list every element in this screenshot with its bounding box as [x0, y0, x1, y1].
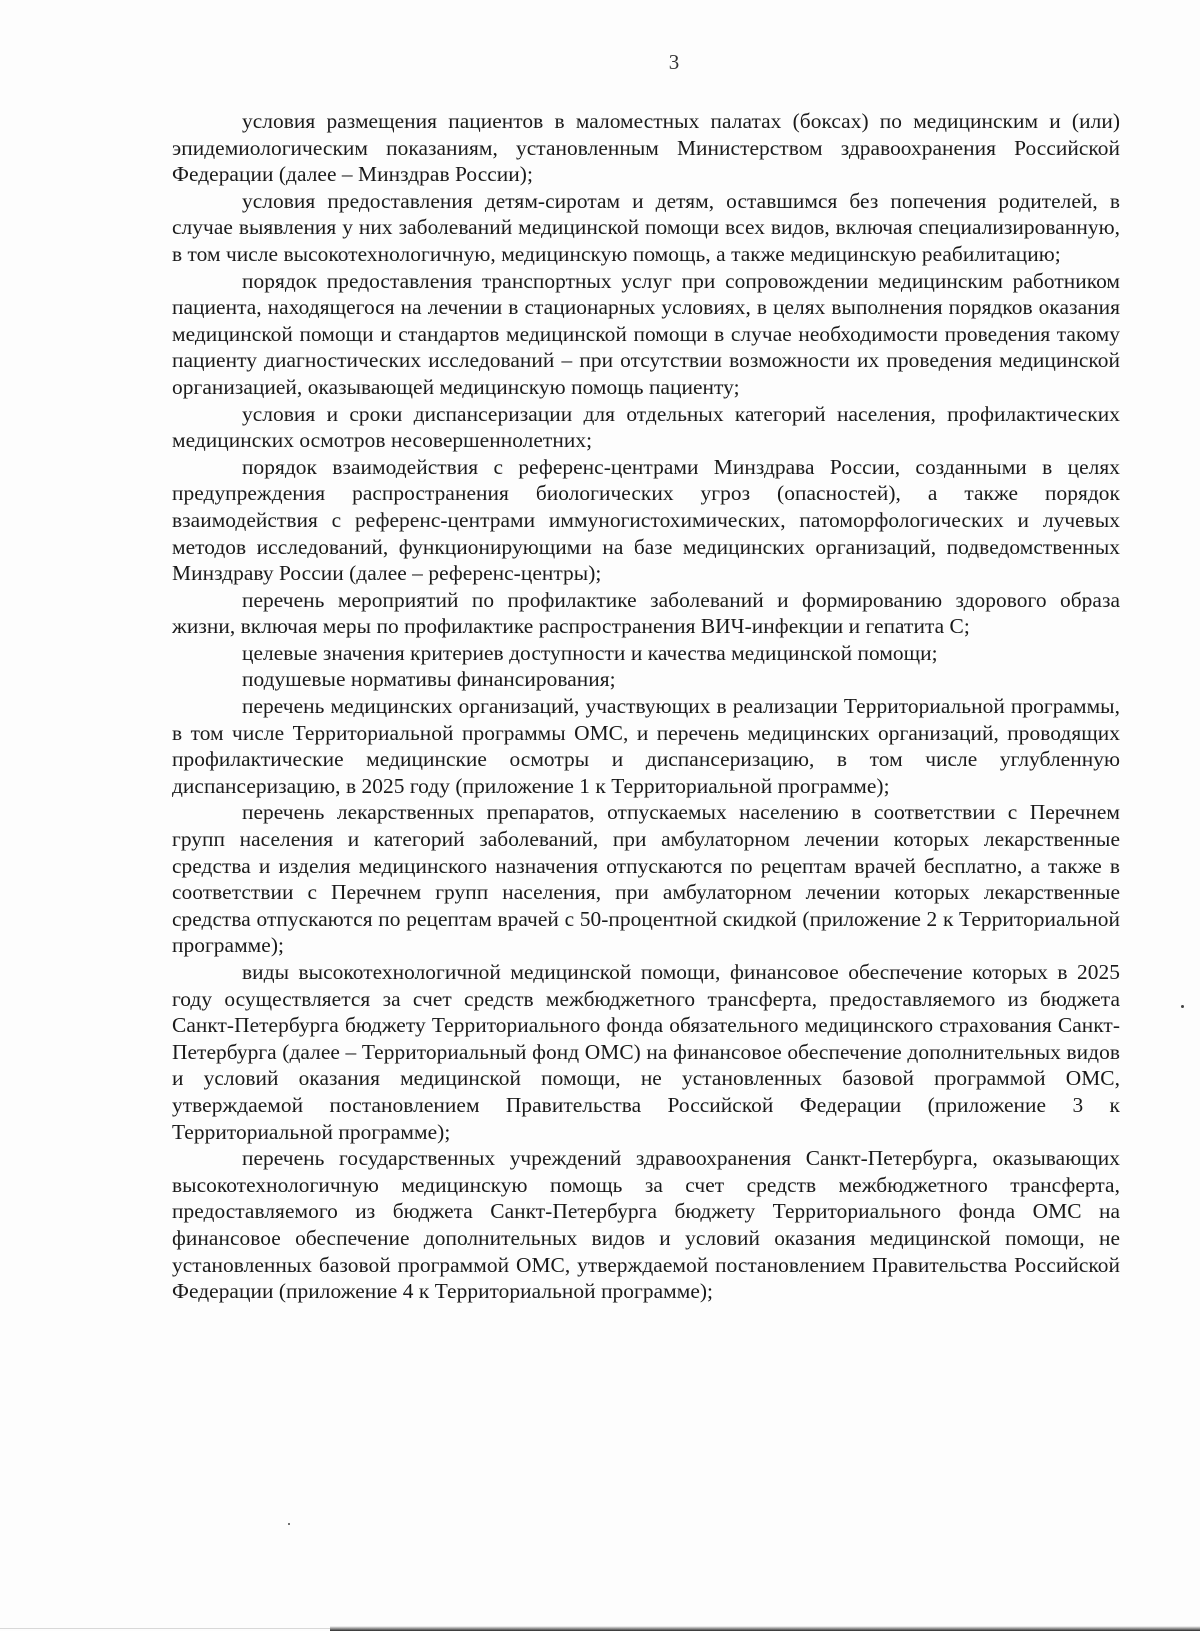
paragraph-patient-placement: условия размещения пациентов в маломестных палатах (боксах) по медицинским и (или) эпидемиологическим показаниям, установленным Министерством здравоохранения Российской Федерации (далее – Минздрав России); [172, 109, 1120, 187]
scan-edge [330, 1626, 1200, 1631]
paragraph-target-criteria: целевые значения критериев доступности и качества медицинской помощи; [242, 640, 938, 665]
document-body [172, 108, 1120, 1305]
paragraph-reference-centers: порядок взаимодействия с референс-центрами Минздрава России, созданными в целях предупреждения распространения биологических угроз (опасностей), а также порядок взаимодействия с референс-центрами иммуногистохимических, патоморфологических и лучевых методов исследований, функционирующими на базе медицинских организаций, подведомственных Минздраву России (далее – референс-центры); [172, 454, 1120, 586]
paragraph-transport-services: порядок предоставления транспортных услуг при сопровождении медицинским работником пациента, находящегося на лечении в стационарных условиях, в целях выполнения порядков оказания медицинской помощи и стандартов медицинской помощи в случае необходимости проведения такому пациенту диагностических исследований – при отсутствии возможности их проведения медицинской организацией, оказывающей медицинскую помощь пациенту; [172, 268, 1120, 399]
scan-edge-faint [0, 1628, 330, 1629]
paragraph-per-capita-standards: подушевые нормативы финансирования; [242, 667, 616, 692]
paragraph-medical-organizations: перечень медицинских организаций, участвующих в реализации Территориальной программы, в том числе Территориальной программы ОМС, и перечень медицинских организаций, проводящих профилактические медицинские осмотры и диспансеризацию, в том числе углубленную диспансеризацию, в 2025 году (приложение 1 к Территориальной программе); [172, 694, 1120, 798]
paragraph-drug-list: перечень лекарственных препаратов, отпускаемых населению в соответствии с Перечнем групп населения и категорий заболеваний, при амбулаторном лечении которых лекарственные средства и изделия медицинского назначения отпускаются по рецептам врачей бесплатно, а также в соответствии с Перечнем групп населения, при амбулаторном лечении которых лекарственные средства отпускаются по рецептам врачей с 50-процентной скидкой (приложение 2 к Территориальной программе); [172, 800, 1120, 958]
paragraph-orphan-care: условия предоставления детям-сиротам и детям, оставшимся без попечения родителей, в случае выявления у них заболеваний медицинской помощи всех видов, включая специализированную, в том числе высокотехнологичную, медицинскую помощь, а также медицинскую реабилитацию; [172, 188, 1120, 266]
page-number: 3 [668, 50, 680, 74]
paragraph-high-tech-care: виды высокотехнологичной медицинской помощи, финансовое обеспечение которых в 2025 году осуществляется за счет средств межбюджетного трансферта, предоставляемого из бюджета Санкт-Петербурга бюджету Территориального фонда обязательного медицинского страхования Санкт-Петербурга (далее – Территориальный фонд ОМС) на финансовое обеспечение дополнительных видов и условий оказания медицинской помощи, не установленных базовой программой ОМС, утверждаемой постановлением Правительства Российской Федерации (приложение 3 к Территориальной программе); [172, 960, 1120, 1144]
paragraph-healthcare-institutions: перечень государственных учреждений здравоохранения Санкт-Петербурга, оказывающих высокотехнологичную медицинскую помощь за счет средств межбюджетного трансферта, предоставляемого из бюджета Санкт-Петербурга бюджету Территориального фонда ОМС на финансовое обеспечение дополнительных видов и условий оказания медицинской помощи, не установленных базовой программой ОМС, утверждаемой постановлением Правительства Российской Федерации (приложение 4 к Территориальной программе); [172, 1146, 1120, 1304]
scan-speck [288, 1523, 290, 1525]
scan-speck [1181, 1005, 1184, 1008]
paragraph-prevention-measures: перечень мероприятий по профилактике заболеваний и формированию здорового образа жизни, включая меры по профилактике распространения ВИЧ-инфекции и гепатита С; [172, 587, 1120, 639]
paragraph-dispensarization: условия и сроки диспансеризации для отдельных категорий населения, профилактических медицинских осмотров несовершеннолетних; [172, 401, 1120, 453]
